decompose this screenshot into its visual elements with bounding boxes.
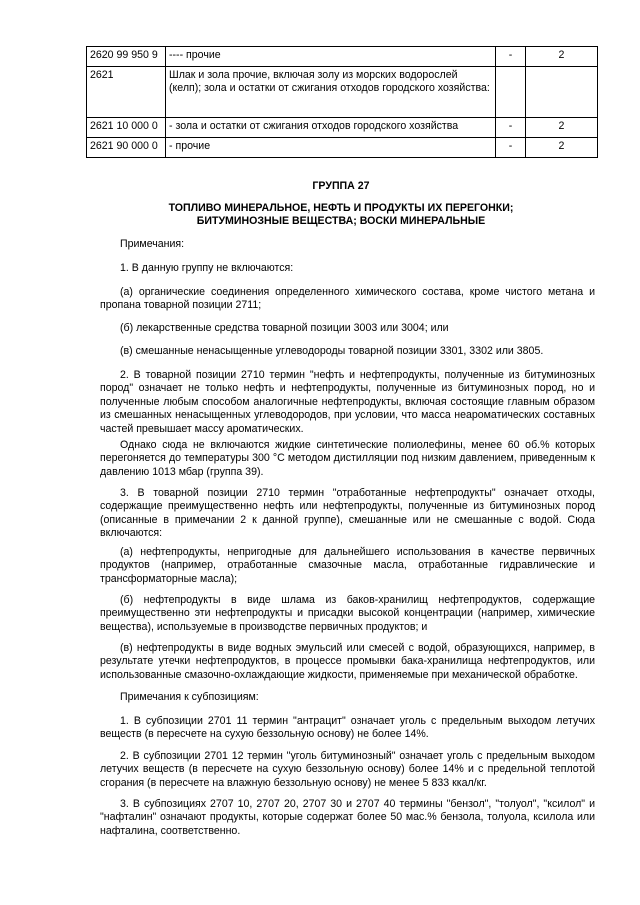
note-3c: (в) нефтепродукты в виде водных эмульсий или смесей с водой, образующихся, например, в результате утечки нефтепродуктов, в процессе промывки бака-хранилища нефтепродуктов, или использованные смазочно-охлаждающие жидкости, применяемые при механической обработке. bbox=[100, 642, 595, 681]
notes-header: Примечания: bbox=[120, 238, 185, 250]
unit-cell: - bbox=[496, 118, 526, 138]
tariff-table bbox=[86, 46, 598, 158]
subnote-1: 1. В субпозиции 2701 11 термин "антрацит" означает уголь с предельным выходом летучих веществ (в пересчете на сухую беззольную основу) не более 14%. bbox=[100, 715, 595, 741]
unit-cell bbox=[496, 67, 526, 118]
note-2: 2. В товарной позиции 2710 термин "нефть и нефтепродукты, полученные из битуминозных пород" означает не только нефть и нефтепродукты, полученные из битуминозных пород, но и полученные любым способом аналогичные нефтепродукты, включая состоящие главным образом из смешанных ненасыщенных углеводородов, при условии, что масса неароматических составных частей превышает массу ароматических. bbox=[100, 369, 595, 435]
duty-rate: 2 bbox=[526, 118, 598, 138]
table-row bbox=[87, 118, 598, 138]
group-subtitle-line-2: БИТУМИНОЗНЫЕ ВЕЩЕСТВА; ВОСКИ МИНЕРАЛЬНЫЕ bbox=[196, 215, 486, 227]
note-1c: (в) смешанные ненасыщенные углеводороды товарной позиции 3301, 3302 или 3805. bbox=[120, 345, 544, 357]
note-3: 3. В товарной позиции 2710 термин "отработанные нефтепродукты" означает отходы, содержащие преимущественно нефть или нефтепродукты, полученные из битуминозных пород (описанные в примечании 2 к данной группе), смешанные или не смешанные с водой. Сюда включаются: bbox=[100, 487, 595, 540]
note-1: 1. В данную группу не включаются: bbox=[120, 262, 294, 274]
commodity-description: - прочие bbox=[166, 138, 496, 158]
group-title: ГРУППА 27 bbox=[312, 180, 370, 192]
duty-rate bbox=[526, 67, 598, 118]
table-row bbox=[87, 138, 598, 158]
commodity-description: ---- прочие bbox=[166, 47, 496, 67]
commodity-code: 2621 bbox=[87, 67, 166, 118]
unit-cell: - bbox=[496, 47, 526, 67]
note-1a: (а) органические соединения определенного химического состава, кроме чистого метана и пропана товарной позиции 2711; bbox=[100, 286, 595, 312]
commodity-code: 2621 10 000 0 bbox=[87, 118, 166, 138]
commodity-code: 2620 99 950 9 bbox=[87, 47, 166, 67]
note-2-exception: Однако сюда не включаются жидкие синтетические полиолефины, менее 60 об.% которых перегоняется до температуры 300 °С методом дистилляции под низким давлением, приведенным к давлению 1013 мбар (группа 39). bbox=[100, 439, 595, 478]
subnote-2: 2. В субпозиции 2701 12 термин "уголь битуминозный" означает уголь с предельным выходом летучих веществ (в пересчете на сухую беззольную основу) более 14% и с предельной теплотой сгорания (в пересчете на влажную беззольную основу) не менее 5 833 ккал/кг. bbox=[100, 750, 595, 789]
note-1b: (б) лекарственные средства товарной позиции 3003 или 3004; или bbox=[120, 322, 449, 334]
table-row bbox=[87, 67, 598, 118]
table-row bbox=[87, 47, 598, 67]
commodity-description: - зола и остатки от сжигания отходов городского хозяйства bbox=[166, 118, 496, 138]
commodity-description: Шлак и зола прочие, включая золу из морских водорослей (келп); зола и остатки от сжигания отходов городского хозяйства: bbox=[166, 67, 496, 118]
unit-cell: - bbox=[496, 138, 526, 158]
note-3a: (а) нефтепродукты, непригодные для дальнейшего использования в качестве первичных продуктов (например, отработанные смазочные масла, отработанные гидравлические и трансформаторные масла); bbox=[100, 546, 595, 585]
duty-rate: 2 bbox=[526, 138, 598, 158]
subnotes-header: Примечания к субпозициям: bbox=[120, 691, 259, 703]
group-subtitle-line-1: ТОПЛИВО МИНЕРАЛЬНОЕ, НЕФТЬ И ПРОДУКТЫ ИХ ПЕРЕГОНКИ; bbox=[168, 202, 514, 214]
duty-rate: 2 bbox=[526, 47, 598, 67]
note-3b: (б) нефтепродукты в виде шлама из баков-хранилищ нефтепродуктов, содержащие преимущественно эти нефтепродукты и присадки высокой концентрации (например, химические вещества), используемые в производстве первичных продуктов; и bbox=[100, 594, 595, 633]
subnote-3: 3. В субпозициях 2707 10, 2707 20, 2707 30 и 2707 40 термины "бензол", "толуол", "ксилол" и "нафталин" означают продукты, которые содержат более 50 мас.% бензола, толуола, ксилола или нафталина, соответственно. bbox=[100, 798, 595, 837]
commodity-code: 2621 90 000 0 bbox=[87, 138, 166, 158]
